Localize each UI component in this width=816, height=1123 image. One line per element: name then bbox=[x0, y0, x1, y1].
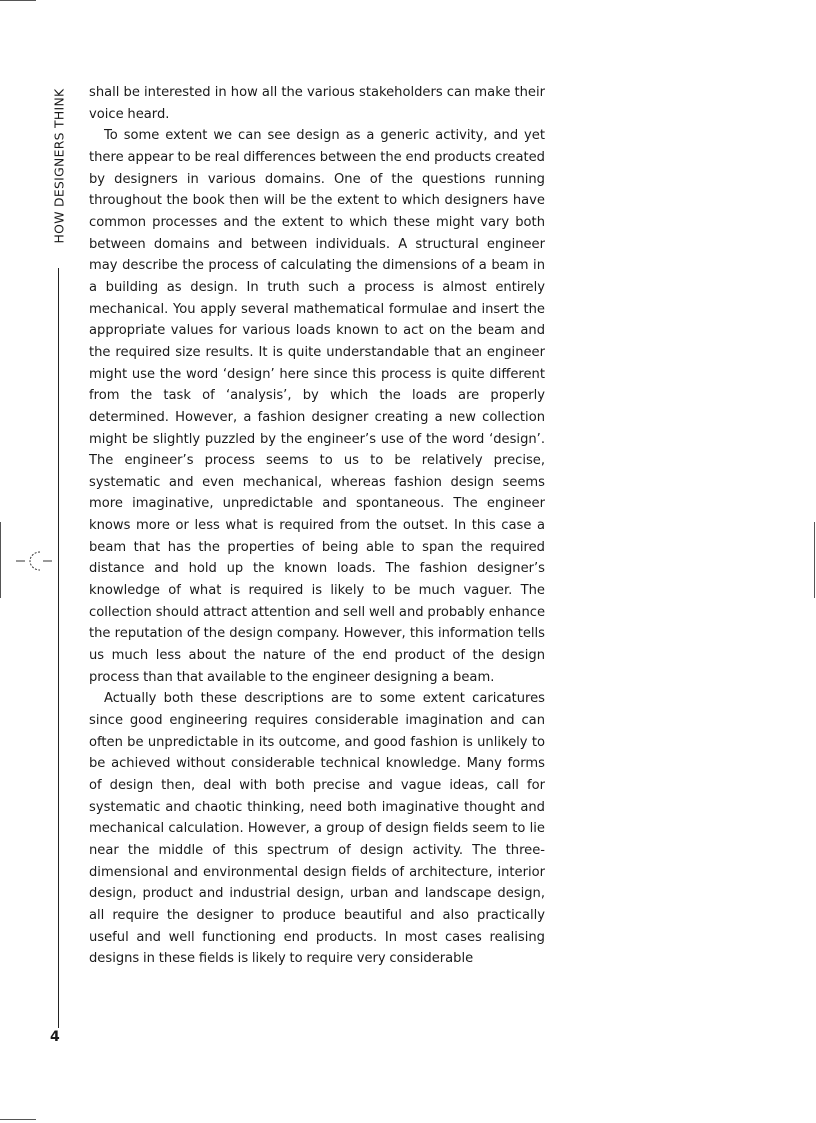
paragraph-1: shall be interested in how all the various stakeholders can make their voice heard. bbox=[89, 85, 545, 122]
running-head-text: HOW DESIGNERS THINK bbox=[51, 88, 67, 244]
crop-mark-right-middle bbox=[814, 522, 815, 598]
running-head bbox=[48, 80, 70, 252]
registration-mark-icon bbox=[16, 548, 52, 574]
crop-mark-top-left bbox=[0, 0, 36, 1]
crop-mark-left-middle bbox=[0, 522, 1, 598]
crop-mark-bottom-left bbox=[0, 1119, 36, 1120]
paragraph-3: Actually both these descriptions are to some extent caricatures since good engineering requires considerable imagination and can often be unpredictable in its outcome, and good fashion is unlikely to be achieved without considerable technical knowledge. Many forms of design then, deal with both precise and vague ideas, call for systematic and chaotic thinking, need both imaginative thought and mechanical calculation. However, a group of design fields seem to lie near the middle of this spectrum of design activity. The three-dimensional and environmental design fields of architecture, interior design, product and industrial design, urban and landscape design, all require the designer to produce beautiful and also practically useful and well functioning end products. In most cases realising designs in these fields is likely to require very considerable bbox=[89, 691, 545, 967]
page-number: 4 bbox=[50, 1029, 60, 1045]
margin-rule bbox=[58, 268, 59, 1028]
body-text bbox=[89, 82, 545, 970]
paragraph-2: To some extent we can see design as a generic activity, and yet there appear to be real differences between the end products created by designers in various domains. One of the questions running throughout the book then will be the extent to which designers have common processes and the extent to which these might vary both between domains and between individuals. A structural engineer may describe the process of calculating the dimensions of a beam in a building as design. In truth such a process is almost entirely mechanical. You apply several mathematical formulae and insert the appropriate values for various loads known to act on the beam and the required size results. It is quite understandable that an engineer might use the word ‘design’ here since this process is quite different from the task of ‘analysis’, by which the loads are properly determined. However, a fashion designer creating a new collection might be slightly puzzled by the engineer’s use of the word ‘design’. The engineer’s process seems to us to be relatively precise, systematic and even mechanical, whereas fashion design seems more imaginative, unpredictable and spontaneous. The engineer knows more or less what is required from the outset. In this case a beam that has the properties of being able to span the required distance and hold up the known loads. The fashion designer’s knowledge of what is required is likely to be much vaguer. The collection should attract attention and sell well and probably enhance the reputation of the design company. However, this information tells us much less about the nature of the end product of the design process than that available to the engineer designing a beam. bbox=[89, 128, 545, 685]
